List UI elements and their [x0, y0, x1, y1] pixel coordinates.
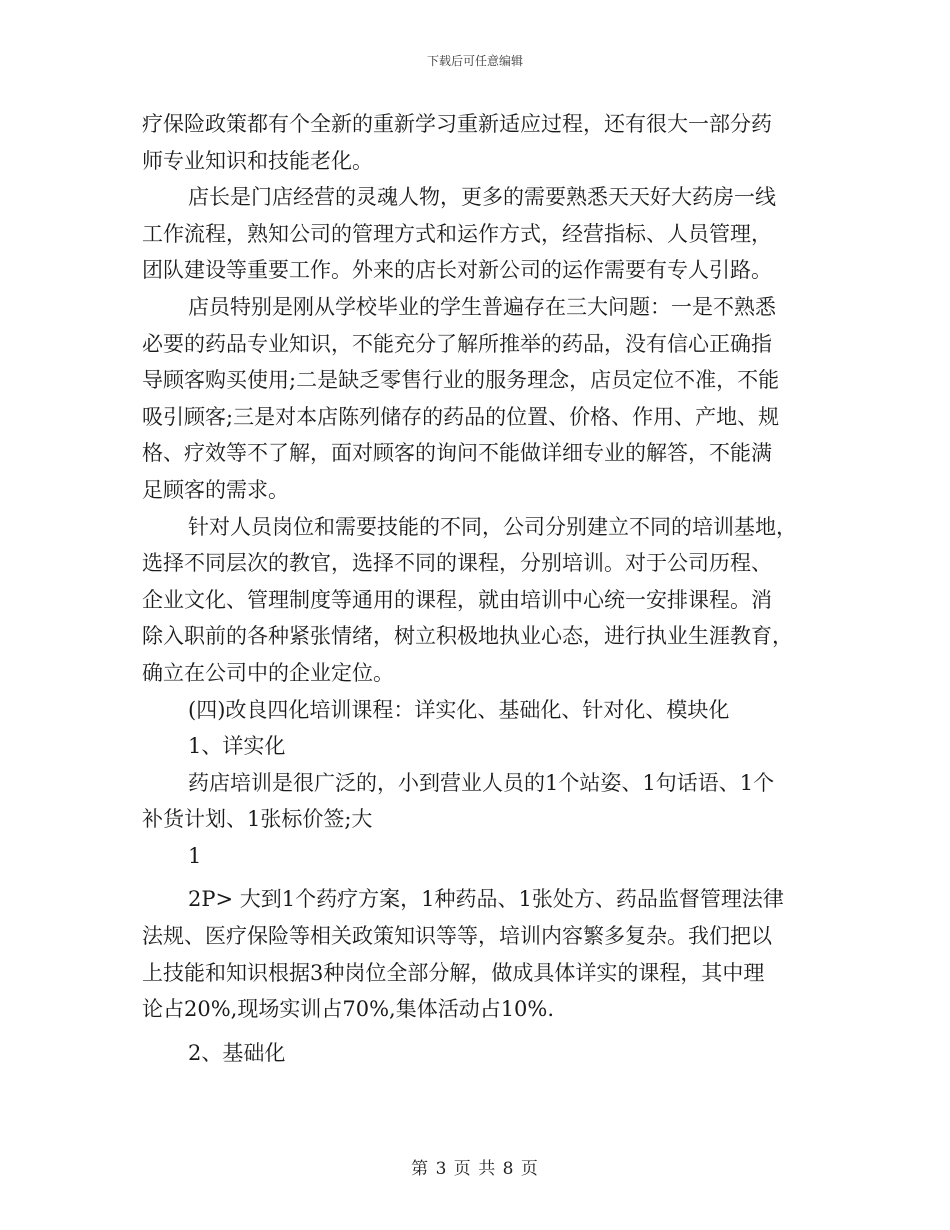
text-line: 论占20%,现场实训占70%,集体活动占10%. [142, 997, 555, 1022]
page-number-artifact: 1 [188, 843, 202, 868]
page-header: 下载后可任意编辑 [426, 54, 523, 68]
text-line: 工作流程，熟知公司的管理方式和运作方式，经营指标、人员管理， [142, 221, 772, 246]
text-line: 足顾客的需求。 [142, 477, 289, 502]
text-line: 格、疗效等不了解，面对顾客的询问不能做详细专业的解答，不能满 [142, 441, 772, 466]
text-line: 确立在公司中的企业定位。 [142, 660, 394, 685]
section-heading: (四)改良四化培训课程：详实化、基础化、针对化、模块化 [188, 697, 730, 722]
paragraph-start: 药店培训是很广泛的，小到营业人员的1个站姿、1句话语、1个 [188, 770, 775, 795]
document-body [142, 106, 808, 1071]
text-line: 疗保险政策都有个全新的重新学习重新适应过程，还有很大一部分药 [142, 112, 772, 136]
paragraph-start: 2P> 大到1个药疗方案，1种药品、1张处方、药品监督管理法律 [188, 887, 784, 912]
text-line: 上技能和知识根据3种岗位全部分解，做成具体详实的课程，其中理 [142, 960, 765, 985]
paragraph-start: 店员特别是刚从学校毕业的学生普遍存在三大问题：一是不熟悉 [188, 294, 776, 319]
text-line: 企业文化、管理制度等通用的课程，就由培训中心统一安排课程。消 [142, 587, 772, 612]
paragraph-start: 店长是门店经营的灵魂人物，更多的需要熟悉天天好大药房一线 [188, 185, 776, 210]
text-line: 师专业知识和技能老化。 [142, 148, 373, 173]
text-line: 吸引顾客;三是对本店陈列储存的药品的位置、价格、作用、产地、规 [142, 404, 780, 429]
page-footer: 第 3 页 共 8 页 [411, 1159, 539, 1179]
subsection-heading: 1、详实化 [188, 734, 286, 759]
text-line: 选择不同层次的教官，选择不同的课程，分别培训。对于公司历程、 [142, 551, 772, 576]
text-line: 补货计划、1张标价签;大 [142, 807, 373, 832]
paragraph-start: 针对人员岗位和需要技能的不同，公司分别建立不同的培训基地， [188, 514, 797, 539]
text-line: 除入职前的各种紧张情绪，树立积极地执业心态，进行执业生涯教育， [142, 624, 793, 649]
text-line: 团队建设等重要工作。外来的店长对新公司的运作需要有专人引路。 [142, 258, 772, 283]
text-line: 法规、医疗保险等相关政策知识等等，培训内容繁多复杂。我们把以 [142, 924, 772, 949]
text-line: 导顾客购买使用;二是缺乏零售行业的服务理念，店员定位不准，不能 [142, 368, 780, 393]
subsection-heading: 2、基础化 [188, 1040, 286, 1065]
text-line: 必要的药品专业知识，不能充分了解所推举的药品，没有信心正确指 [142, 331, 772, 356]
